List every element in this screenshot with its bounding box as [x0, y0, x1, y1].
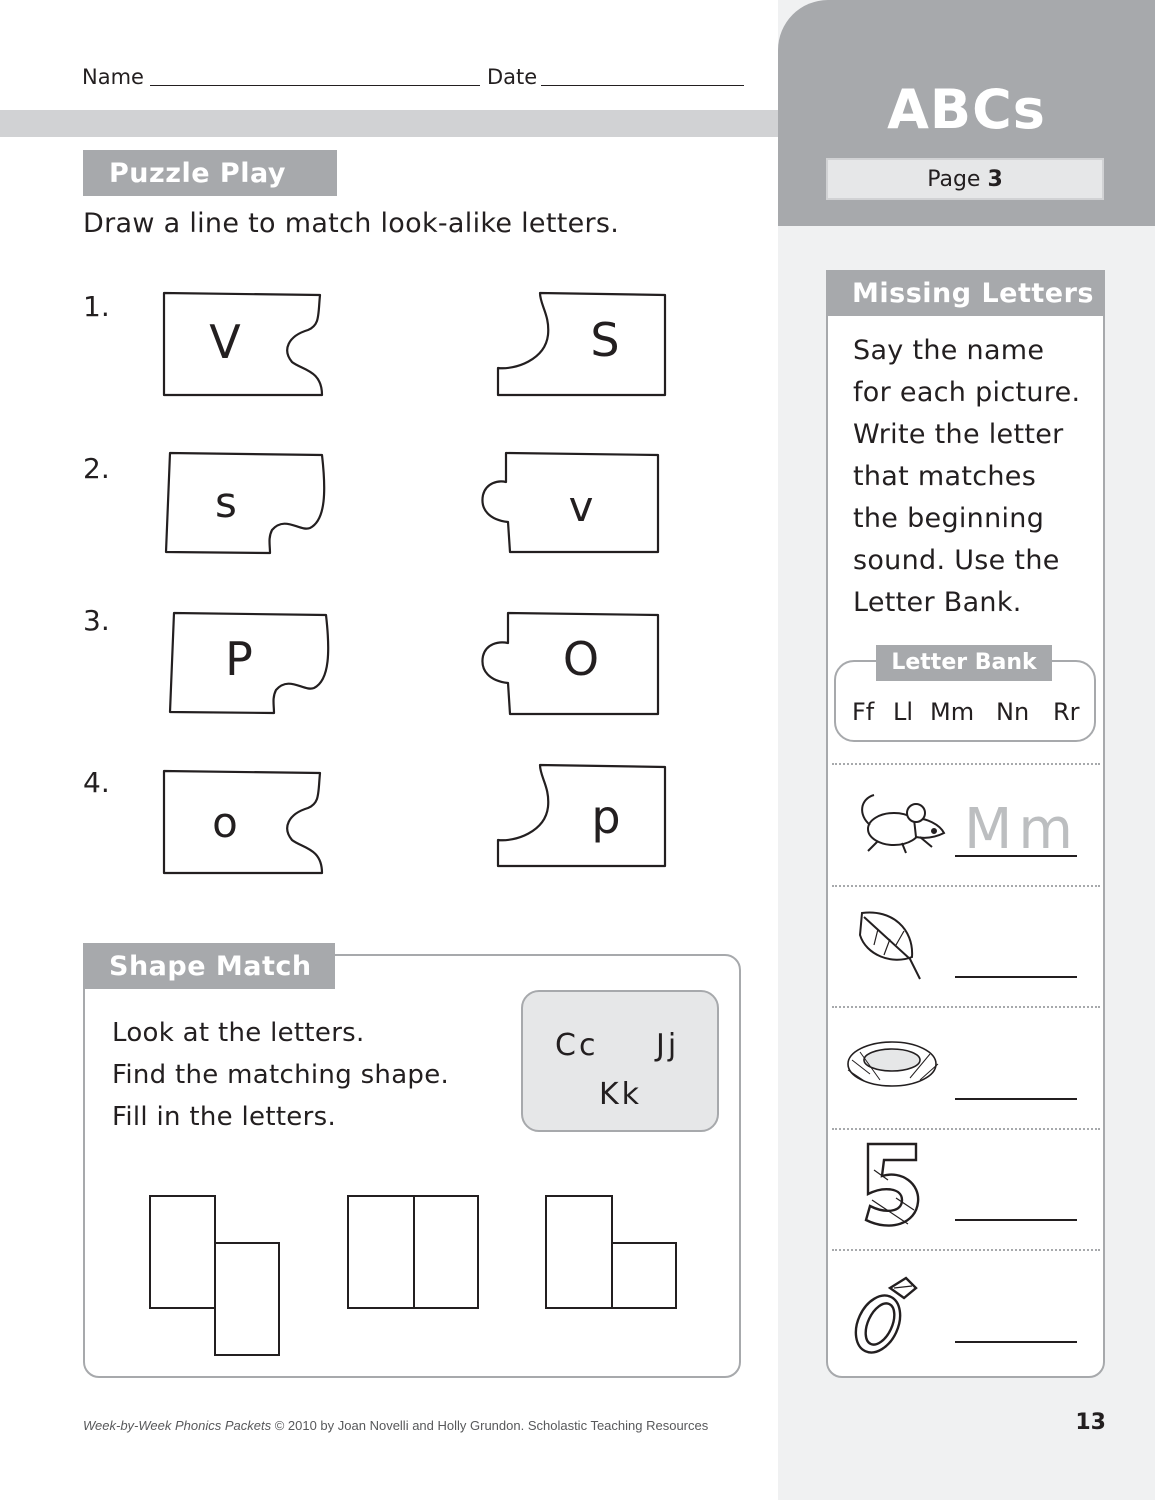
ring-icon — [848, 1270, 922, 1358]
shape-match-instruction: Fill in the letters. — [112, 1102, 337, 1132]
missing-letters-instruction: Write the letter — [853, 419, 1064, 450]
row-separator — [832, 1249, 1100, 1251]
shape-box-tall[interactable] — [545, 1195, 613, 1309]
shape-match-instruction: Look at the letters. — [112, 1018, 365, 1048]
missing-letters-instruction: for each picture. — [853, 377, 1081, 408]
letter-bank-item: Ll — [893, 698, 914, 726]
shape-box-tall[interactable] — [347, 1195, 415, 1309]
page-indicator — [826, 158, 1104, 200]
puzzle-letter: S — [590, 313, 620, 367]
page-number: 3 — [987, 167, 1003, 192]
shape-match-instruction: Find the matching shape. — [112, 1060, 450, 1090]
row-separator — [832, 885, 1100, 887]
shape-box-tall[interactable] — [149, 1195, 216, 1309]
page-title: ABCs — [887, 78, 1046, 141]
letter-bank-heading: Letter Bank — [876, 645, 1052, 681]
shape-match-letter: Kk — [599, 1077, 643, 1112]
row-separator — [832, 763, 1100, 765]
puzzle-letter: p — [591, 790, 621, 844]
row-number: 3. — [83, 604, 110, 637]
shape-match-letter: Jj — [656, 1028, 680, 1063]
answer-line[interactable] — [955, 976, 1077, 978]
shape-box-descender[interactable] — [214, 1242, 280, 1356]
footer-page-number: 13 — [1075, 1410, 1106, 1435]
shape-match-heading: Shape Match — [83, 943, 335, 989]
date-label: Date — [487, 65, 538, 89]
row-number: 1. — [83, 290, 110, 323]
row-separator — [832, 1128, 1100, 1130]
number-five-icon — [860, 1140, 924, 1232]
traced-answer: Mm — [964, 797, 1079, 862]
puzzle-letter: s — [215, 478, 237, 527]
missing-letters-instruction: that matches — [853, 461, 1037, 492]
missing-letters-instruction: Letter Bank. — [853, 587, 1022, 618]
letter-bank-item: Ff — [852, 698, 875, 726]
shape-box-tall[interactable] — [413, 1195, 479, 1309]
missing-letters-heading: Missing Letters — [826, 270, 1105, 316]
footer-book-title: Week-by-Week Phonics Packets — [83, 1418, 272, 1433]
puzzle-letter: O — [562, 632, 600, 686]
page-label: Page — [927, 167, 981, 192]
missing-letters-instruction: sound. Use the — [853, 545, 1060, 576]
row-number: 2. — [83, 452, 110, 485]
leaf-icon — [852, 905, 924, 983]
puzzle-letter: V — [209, 315, 241, 369]
mouse-icon — [848, 785, 948, 865]
letter-bank-item: Rr — [1053, 698, 1080, 726]
missing-letters-instruction: the beginning — [853, 503, 1045, 534]
missing-letters-instruction: Say the name — [853, 335, 1045, 366]
puzzle-letter: v — [568, 482, 594, 531]
puzzle-play-heading: Puzzle Play — [83, 150, 337, 196]
footer-copyright: © 2010 by Joan Novelli and Holly Grundon. Scholastic Teaching Resources — [271, 1418, 709, 1433]
nest-icon — [840, 1030, 950, 1096]
shape-match-letter: Cc — [555, 1028, 599, 1063]
footer-credit — [83, 1418, 708, 1433]
answer-line[interactable] — [955, 1341, 1077, 1343]
puzzle-letter: o — [212, 798, 238, 847]
letter-bank-item: Mm — [930, 698, 975, 726]
answer-line[interactable] — [955, 1219, 1077, 1221]
row-separator — [832, 1006, 1100, 1008]
answer-line[interactable] — [955, 1098, 1077, 1100]
row-number: 4. — [83, 766, 110, 799]
letter-bank-item: Nn — [996, 698, 1030, 726]
name-label: Name — [82, 65, 144, 89]
puzzle-letter: P — [225, 632, 253, 686]
shape-box-short[interactable] — [611, 1242, 677, 1309]
puzzle-pieces — [0, 0, 778, 900]
puzzle-play-instruction: Draw a line to match look-alike letters. — [83, 208, 620, 239]
